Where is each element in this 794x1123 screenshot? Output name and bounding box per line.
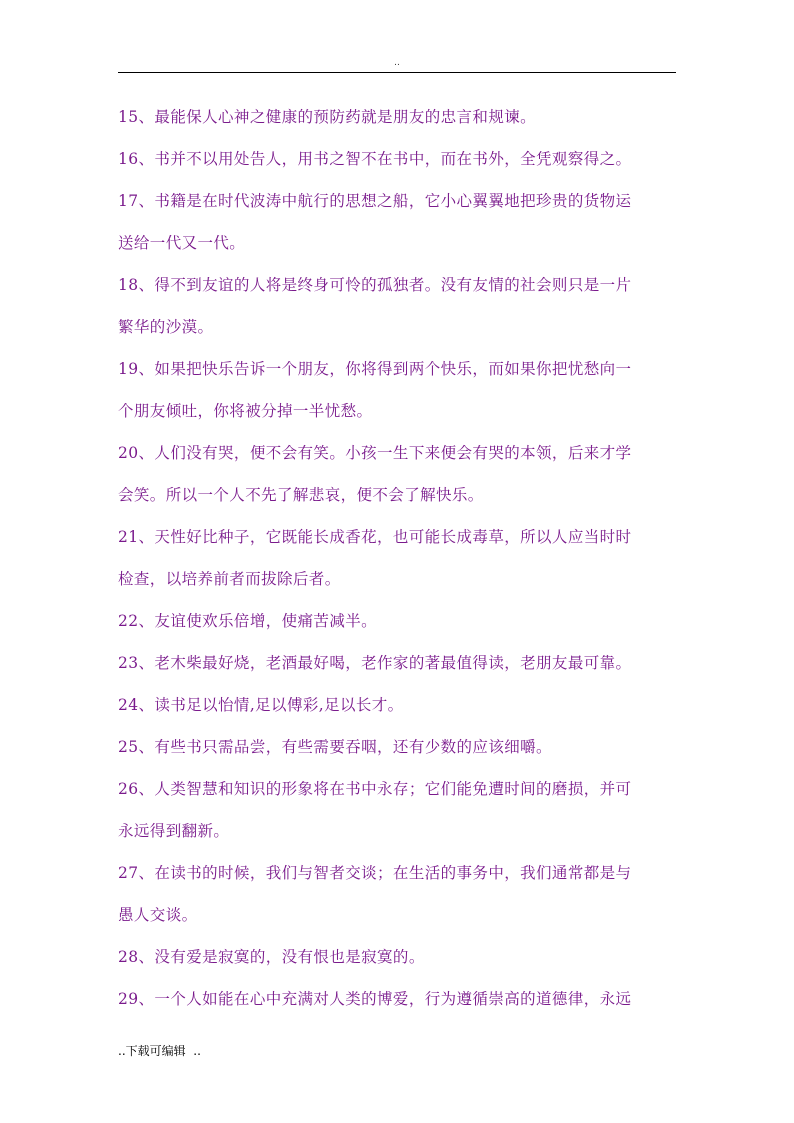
text-line: 27、在读书的时候，我们与智者交谈；在生活的事务中，我们通常都是与	[118, 864, 632, 882]
text-line: 个朋友倾吐，你将被分掉一半忧愁。	[118, 402, 373, 420]
text-line: 繁华的沙漠。	[118, 318, 214, 336]
text-line: 17、书籍是在时代波涛中航行的思想之船，它小心翼翼地把珍贵的货物运	[118, 192, 632, 210]
text-line: 会笑。所以一个人不先了解悲哀，便不会了解快乐。	[118, 486, 484, 504]
text-line: 19、如果把快乐告诉一个朋友，你将得到两个快乐，而如果你把忧愁向一	[118, 360, 632, 378]
text-line: 25、有些书只需品尝，有些需要吞咽，还有少数的应该细嚼。	[118, 738, 552, 756]
text-line: 15、最能保人心神之健康的预防药就是朋友的忠言和规谏。	[118, 108, 537, 126]
text-line: 16、书并不以用处告人，用书之智不在书中，而在书外，全凭观察得之。	[118, 150, 632, 168]
text-line: 永远得到翻新。	[118, 822, 230, 840]
text-line: 21、天性好比种子，它既能长成香花，也可能长成毒草，所以人应当时时	[118, 528, 632, 546]
text-line: 18、得不到友谊的人将是终身可怜的孤独者。没有友情的社会则只是一片	[118, 276, 632, 294]
text-line: 20、人们没有哭，便不会有笑。小孩一生下来便会有哭的本领，后来才学	[118, 444, 632, 462]
text-line: 24、读书足以怡情,足以傅彩,足以长才。	[118, 696, 404, 714]
text-line: 检查，以培养前者而拔除后者。	[118, 570, 341, 588]
text-line: 29、一个人如能在心中充满对人类的博爱，行为遵循崇高的道德律，永远	[118, 990, 632, 1008]
text-line: 28、没有爱是寂寞的，没有恨也是寂寞的。	[118, 948, 425, 966]
header-mark: ..	[394, 58, 400, 68]
footer-note: ..下载可编辑 ..	[118, 1044, 201, 1058]
text-line: 22、友谊使欢乐倍增，使痛苦减半。	[118, 612, 378, 630]
text-line: 愚人交谈。	[118, 906, 198, 924]
text-line: 23、老木柴最好烧，老酒最好喝，老作家的著最值得读，老朋友最可靠。	[118, 654, 632, 672]
quote-list	[118, 96, 678, 1020]
text-line: 26、人类智慧和知识的形象将在书中永存；它们能免遭时间的磨损，并可	[118, 780, 632, 798]
text-line: 送给一代又一代。	[118, 234, 246, 252]
header-rule	[118, 72, 676, 73]
